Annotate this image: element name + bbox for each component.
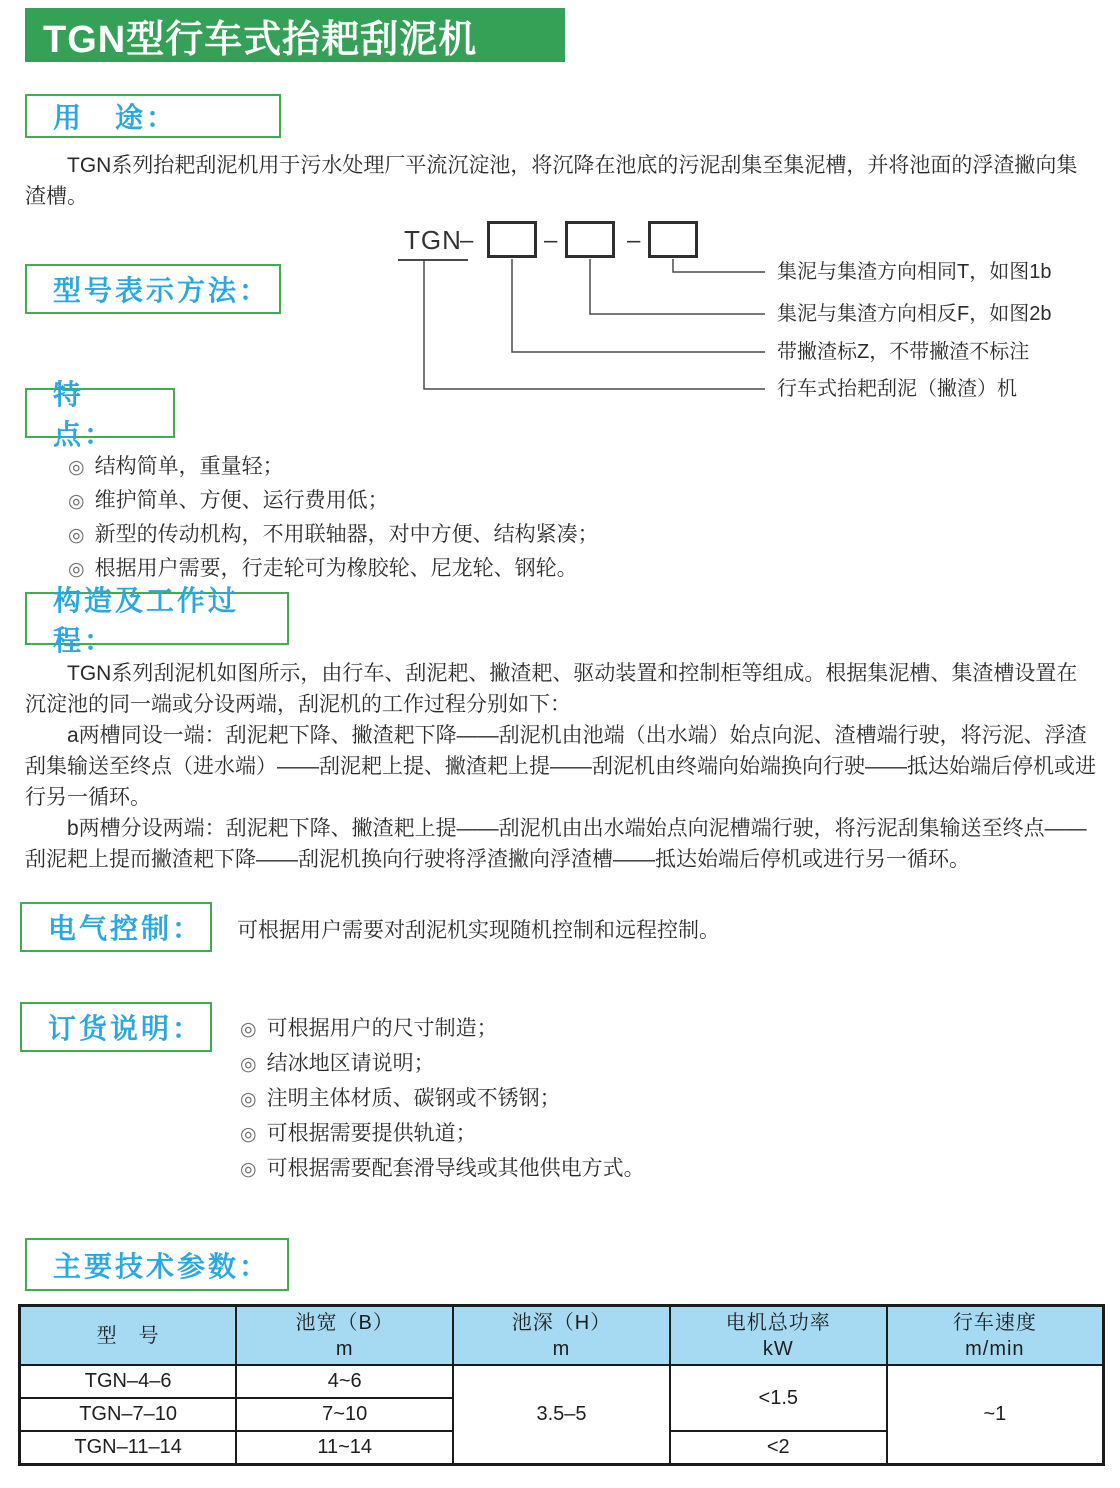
structure-paragraph: TGN系列刮泥机如图所示，由行车、刮泥耙、撇渣耙、驱动装置和控制柜等组成。根据集泥槽、集渣槽设置在沉淀池的同一端或分设两端，刮泥机的工作过程分别如下： (25, 662, 1078, 716)
list-item (68, 450, 1068, 484)
ordering-text: 可根据需要提供轨道； (266, 1122, 477, 1145)
cell-depth-merged: 3.5–5 (453, 1365, 670, 1465)
structure-paragraph-a: a两槽同设一端：刮泥耙下降、撇渣耙下降——刮泥机由池端（出水端）始点向泥、渣槽端行驶，将污泥、浮渣刮集输送至终点（进水端）——刮泥耙上提、撇渣耙上提——刮泥机由终端向始端换向行驶——抵达始端后停机或进行另一循环。 (25, 724, 1096, 809)
bullseye-bullet-icon: ◎ (68, 559, 85, 580)
structure-body (25, 658, 1097, 875)
model-label-direction-opposite: 集泥与集渣方向相反F，如图2b (777, 303, 1052, 325)
section-heading-features: 特 点： (25, 388, 175, 438)
section-heading-parameters: 主要技术参数： (25, 1238, 289, 1291)
feature-text: 维护简单、方便、运行费用低； (94, 489, 389, 512)
header-pool-depth (453, 1306, 670, 1366)
electric-control-text: 可根据用户需要对刮泥机实现随机控制和远程控制。 (237, 919, 720, 942)
feature-list (68, 450, 1068, 586)
ordering-text: 可根据需要配套滑导线或其他供电方式。 (266, 1157, 645, 1180)
list-item (240, 1117, 1080, 1152)
table-row (20, 1365, 1104, 1398)
bullseye-bullet-icon: ◎ (68, 491, 85, 512)
structure-paragraph-b: b两槽分设两端：刮泥耙下降、撇渣耙上提——刮泥机由出水端始点向泥槽端行驶，将污泥刮集输送至终点——刮泥耙上提而撇渣耙下降——刮泥机换向行驶将浮渣撇向浮渣槽——抵达始端后停机或进行另一循环。 (25, 817, 1087, 871)
cell-power: <2 (670, 1431, 887, 1465)
header-title: 型 号 (96, 1324, 160, 1347)
model-code-box (565, 221, 615, 258)
cell-width: 7~10 (236, 1398, 453, 1431)
bullseye-bullet-icon: ◎ (68, 457, 85, 478)
header-unit: kW (762, 1337, 794, 1360)
model-prefix: TGN (398, 225, 468, 261)
header-title: 电机总功率 (725, 1311, 831, 1334)
section-heading-usage: 用 途： (25, 94, 281, 138)
usage-paragraph: TGN系列抬耙刮泥机用于污水处理厂平流沉淀池，将沉降在池底的污泥刮集至集泥槽，并将池面的浮渣撇向集渣槽。 (25, 154, 1078, 208)
ordering-text: 结冰地区请说明； (266, 1052, 435, 1075)
model-dash: – (460, 227, 474, 254)
cell-width: 11~14 (236, 1431, 453, 1465)
usage-body (25, 150, 1097, 212)
list-item (68, 518, 1068, 552)
bullseye-bullet-icon: ◎ (240, 1089, 257, 1110)
header-title: 行车速度 (952, 1311, 1037, 1334)
header-model (20, 1306, 237, 1366)
header-unit: m (552, 1337, 571, 1360)
section-heading-model-designation: 型号表示方法： (25, 264, 281, 314)
header-travel-speed (887, 1306, 1104, 1366)
bullseye-bullet-icon: ◎ (240, 1054, 257, 1075)
feature-text: 根据用户需要，行走轮可为橡胶轮、尼龙轮、钢轮。 (94, 557, 578, 580)
table-header-row (20, 1306, 1104, 1366)
header-title: 池宽（B） (295, 1311, 394, 1334)
model-label-scum-flag: 带撇渣标Z，不带撇渣不标注 (777, 341, 1030, 363)
model-dash: – (544, 227, 558, 254)
section-heading-electric-control: 电气控制： (20, 902, 212, 952)
ordering-text: 可根据用户的尺寸制造； (266, 1017, 498, 1040)
header-unit: m/min (965, 1337, 1025, 1360)
section-heading-ordering: 订货说明： (20, 1002, 212, 1052)
cell-model: TGN–7–10 (20, 1398, 237, 1431)
model-label-machine-type: 行车式抬耙刮泥（撇渣）机 (777, 378, 1017, 400)
model-dash: – (627, 227, 641, 254)
feature-text: 新型的传动机构，不用联轴器，对中方便、结构紧凑； (94, 523, 599, 546)
list-item (240, 1012, 1080, 1047)
cell-width: 4~6 (236, 1365, 453, 1398)
ordering-list (240, 1012, 1080, 1187)
feature-text: 结构简单，重量轻； (94, 455, 284, 478)
cell-model: TGN–11–14 (20, 1431, 237, 1465)
bullseye-bullet-icon: ◎ (240, 1019, 257, 1040)
bullseye-bullet-icon: ◎ (240, 1124, 257, 1145)
header-title: 池深（H） (511, 1311, 612, 1334)
cell-speed-merged: ~1 (887, 1365, 1104, 1465)
page-title: TGN型行车式抬耙刮泥机 (25, 8, 565, 62)
parameters-table (18, 1304, 1105, 1466)
header-unit: m (335, 1337, 354, 1360)
model-label-direction-same: 集泥与集渣方向相同T，如图1b (777, 261, 1052, 283)
section-heading-structure: 构造及工作过程： (25, 592, 289, 645)
header-pool-width (236, 1306, 453, 1366)
cell-model: TGN–4–6 (20, 1365, 237, 1398)
ordering-text: 注明主体材质、碳钢或不锈钢； (266, 1087, 561, 1110)
list-item (240, 1082, 1080, 1117)
bullseye-bullet-icon: ◎ (240, 1159, 257, 1180)
bullseye-bullet-icon: ◎ (68, 525, 85, 546)
model-code-box (648, 221, 698, 258)
cell-power-merged: <1.5 (670, 1365, 887, 1431)
model-code-box (487, 221, 537, 258)
list-item (240, 1047, 1080, 1082)
list-item (240, 1152, 1080, 1187)
header-motor-power (670, 1306, 887, 1366)
list-item (68, 484, 1068, 518)
